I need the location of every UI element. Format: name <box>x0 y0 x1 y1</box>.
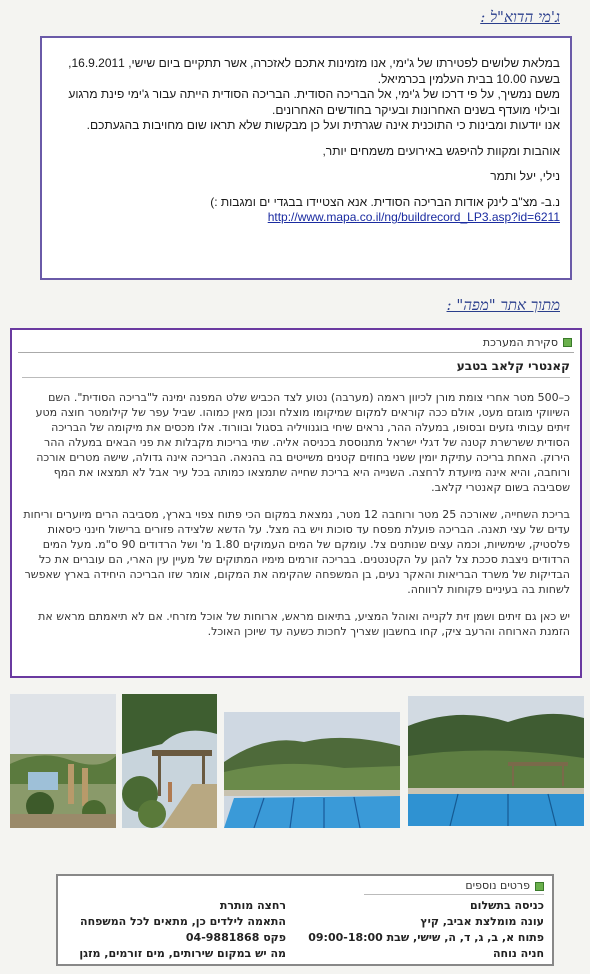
closing-line: אוהבות ומקוות להיפגש באירועים משמחים יותר, <box>322 143 560 158</box>
note-paragraph: אנו יודעות ומבינות כי התוכנית אינה שגרתית ועל כן מבקשות שלא תראו שום מחויבות בהגעתכם. <box>86 118 560 132</box>
photo-stone-garden <box>10 694 116 828</box>
plan-paragraph: משם נמשיך, על פי דרכו של ג'ימי, אל הבריכה הסודית. הבריכה הסודית הייתה עבור ג'ימי פינת מרגוע ובילוי מועדף בשנים האחרונות ובעיקר בחודשים האחרונים. <box>68 87 560 117</box>
review-title: סקירת המערכת <box>482 336 558 349</box>
email-heading: ג'מי הדוא"ל : <box>480 8 560 26</box>
details-right-column <box>308 898 544 962</box>
article-paragraph: כ–500 מטר אחרי צומת מורן לכיוון ראמה (מערבה) נטוע לצד הכביש שלט המפנה ימינה ל"בריכה הסודית". השם השיווקי מוגזם מעט, אולם ככה קוראים למקום שמיקומו מוצלח ונכון מאין כמוהו. שביל עפר של קילומטר חוצה מטע זיתים עבותי גזעים ובסופו, במעלה ההר, נראים שיחי בוגנוויליה בסגול ובוורוד. אלו מכסים את מיקומה של הבריכה הסודית ששרשרת קטנה של דגלי ישראל מתנוססת בכניסה אליה. שתי בריכות מקבלות את פני הבאים במעלה ההר הירוק. האחת בריכה עתיקת יומין ששני בחוזים קטנים משייטים בה בהנאה. הבריכה אינה גדולה, שישה מטרים אורכה ורוחבה, והיא אינה מיועדת לרחצה. השנייה היא בריכת שחייה שתמצאו כמותה בכל עיר אבל לא תמצאו את המף שסביבה בשום קאנטרי קלאב. <box>35 391 570 494</box>
detail-item: פקס 04-9881868 <box>185 931 286 944</box>
detail-item: כניסה בתשלום <box>470 899 544 912</box>
detail-item: חניה נוחה <box>492 947 544 960</box>
email-box <box>40 36 572 280</box>
green-bullet-icon <box>535 882 544 891</box>
article-box <box>10 328 582 678</box>
article-title: קאנטרי קלאב בטבע <box>22 359 570 378</box>
signature: נילי, יעל ותמר <box>490 169 560 183</box>
mapa-heading: מתוך אתר "מפה" : <box>446 296 560 314</box>
detail-item: עונה מומלצת אביב, קיץ <box>420 915 544 928</box>
green-bullet-icon <box>563 338 572 347</box>
article-body <box>22 390 570 639</box>
detail-item: התאמה לילדים כן, מתאים לכל המשפחה <box>80 915 286 928</box>
details-box <box>56 874 554 966</box>
detail-item: מה יש במקום שירותים, מים זורמים, מזגן <box>79 947 286 960</box>
details-titlebar <box>364 879 544 895</box>
details-title: פרטים נוספים <box>465 879 530 892</box>
detail-item: רחצה מותרת <box>219 899 286 912</box>
mapa-link[interactable]: http://www.mapa.co.il/ng/buildrecord_LP3.asp?id=6211 <box>267 210 560 224</box>
review-titlebar <box>18 334 574 353</box>
article-paragraph: יש כאן גם זיתים ושמן זית לקנייה ואוהל המציע, בתיאום מראש, ארוחות של אוכל מזרחי. אם לא תיאמתם מראש את הזמנת הארוחה והרעב ציק, קחו בחשבון שצריך לחכות כשעה עד שיוכן האוכל. <box>38 610 570 638</box>
details-left-column <box>79 898 286 962</box>
detail-item: פתוח א, ב, ג, ד, ה, שישי, שבת 09:00-18:00 <box>308 931 544 944</box>
article-paragraph: בריכת השחייה, שאורכה 25 מטר ורוחבה 12 מטר, נמצאת במקום הכי פתוח צפוי בארץ, מסביבה הרים מיוערים וריחות עדים של עצי תאנה. הבריכה פועלת מפסח עד סוכות ויש בה מצל. על הדשא שלצידה פזורים ברישול חינני כיסאות פלסטיק, שימשיות, וכמה עצים שנותנים צל. עומקם של המים העמוקים 1.80 מ' ושל הרדודים 90 ס"מ. מעל המים הרדודים ניצבת סככת צל להגן על הקטנטנים. בבריכה זורמים מימיו המתוקים של מעיין עין הארי, הם עוברים את כל הבדיקות של משרד הבריאות והאקר נעים, בן המשפחה שהקימה את המקום, אומר שזו הבריכה היחידה בארץ שאפשר לשחות בה בעיניים פקוחות לרווחה. <box>23 508 570 596</box>
photo-pool-shade <box>408 696 584 826</box>
photo-swimming-pool <box>224 712 400 828</box>
invite-paragraph: במלאת שלושים לפטירתו של ג'ימי, אנו מזמינות אתכם לאזכרה, אשר תתקיים ביום שישי, 16.9.2011, בשעה 10.00 בבית העלמין בכרמיאל. <box>68 56 560 86</box>
ps-note: נ.ב- מצ"ב לינק אודות הבריכה הסודית. אנא הצטיידו בבגדי ים ומגבות :) <box>210 194 560 209</box>
photo-garden-path <box>122 694 217 828</box>
